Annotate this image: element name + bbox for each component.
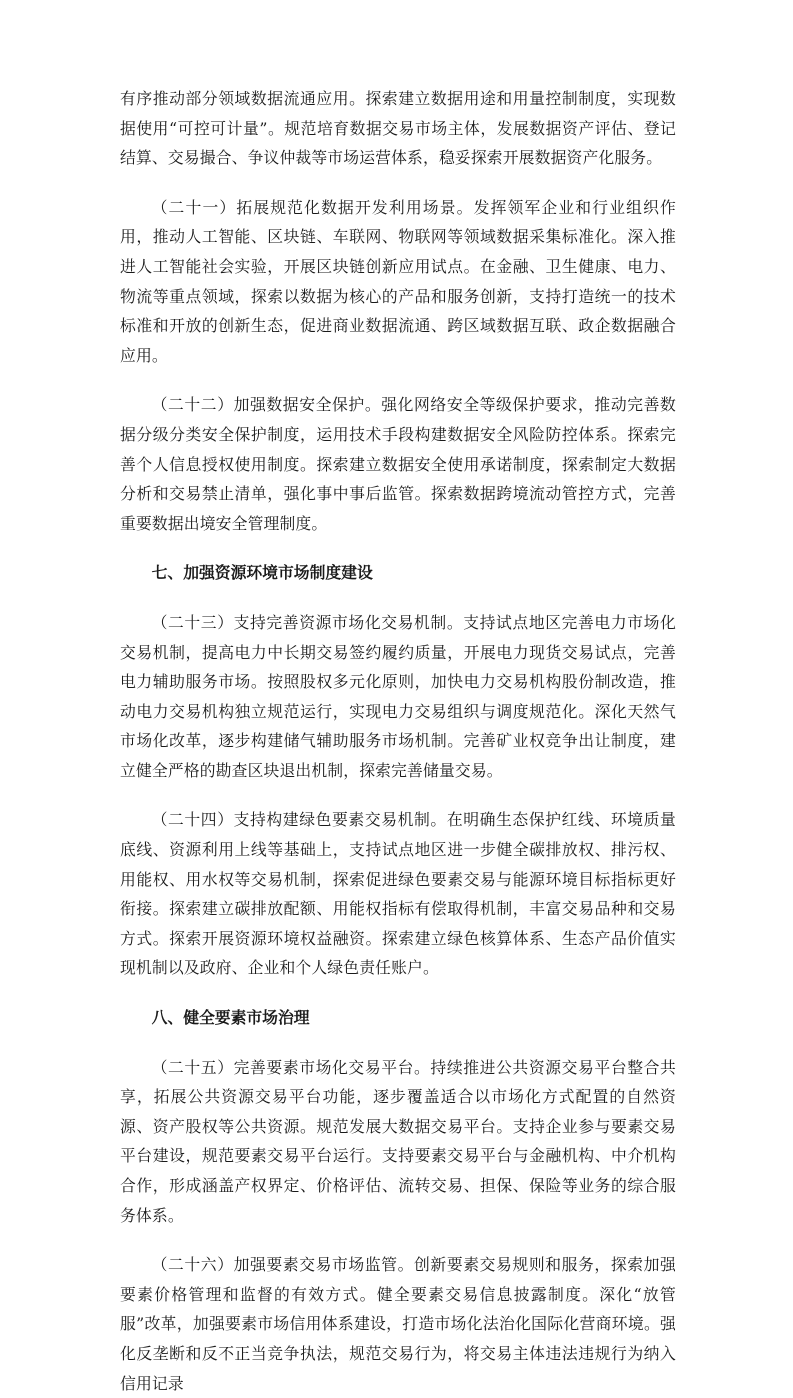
document-page xyxy=(120,84,676,1398)
body-paragraph: 有序推动部分领域数据流通应用。探索建立数据用途和用量控制制度，实现数据使用“可控可计量”。规范培育数据交易市场主体，发展数据资产评估、登记结算、交易撮合、争议仲裁等市场运营体系，稳妥探索开展数据资产化服务。 xyxy=(120,89,676,168)
body-paragraph: （二十二）加强数据安全保护。强化网络安全等级保护要求，推动完善数据分级分类安全保护制度，运用技术手段构建数据安全风险防控体系。探索完善个人信息授权使用制度。探索建立数据安全使用承诺制度，探索制定大数据分析和交易禁止清单，强化事中事后监管。探索数据跨境流动管控方式，完善重要数据出境安全管理制度。 xyxy=(120,395,676,533)
section-heading: 七、加强资源环境市场制度建设 xyxy=(151,563,373,583)
body-paragraph: （二十六）加强要素交易市场监管。创新要素交易规则和服务，探索加强要素价格管理和监督的有效方式。健全要素交易信息披露制度。深化“放管服”改革，加强要素市场信用体系建设，打造市场化法治化国际化营商环境。强化反垄断和反不正当竞争执法，规范交易行为，将交易主体违法违规行为纳入信用记录 xyxy=(120,1255,676,1393)
body-paragraph: （二十三）支持完善资源市场化交易机制。支持试点地区完善电力市场化交易机制，提高电力中长期交易签约履约质量，开展电力现货交易试点，完善电力辅助服务市场。按照股权多元化原则，加快电力交易机构股份制改造，推动电力交易机构独立规范运行，实现电力交易组织与调度规范化。深化天然气市场化改革，逐步构建储气辅助服务市场机制。完善矿业权竞争出让制度，建立健全严格的勘查区块退出机制，探索完善储量交易。 xyxy=(120,612,676,780)
body-paragraph: （二十五）完善要素市场化交易平台。持续推进公共资源交易平台整合共享，拓展公共资源交易平台功能，逐步覆盖适合以市场化方式配置的自然资源、资产股权等公共资源。规范发展大数据交易平台。支持企业参与要素交易平台建设，规范要素交易平台运行。支持要素交易平台与金融机构、中介机构合作，形成涵盖产权界定、价格评估、流转交易、担保、保险等业务的综合服务体系。 xyxy=(120,1057,676,1225)
body-paragraph: （二十四）支持构建绿色要素交易机制。在明确生态保护红线、环境质量底线、资源利用上线等基础上，支持试点地区进一步健全碳排放权、排污权、用能权、用水权等交易机制，探索促进绿色要素交易与能源环境目标指标更好衔接。探索建立碳排放配额、用能权指标有偿取得机制，丰富交易品种和交易方式。探索开展资源环境权益融资。探索建立绿色核算体系、生态产品价值实现机制以及政府、企业和个人绿色责任账户。 xyxy=(120,810,676,978)
section-heading: 八、健全要素市场治理 xyxy=(151,1008,310,1028)
body-paragraph: （二十一）拓展规范化数据开发利用场景。发挥领军企业和行业组织作用，推动人工智能、区块链、车联网、物联网等领域数据采集标准化。深入推进人工智能社会实验，开展区块链创新应用试点。在金融、卫生健康、电力、物流等重点领域，探索以数据为核心的产品和服务创新，支持打造统一的技术标准和开放的创新生态，促进商业数据流通、跨区域数据互联、政企数据融合应用。 xyxy=(120,197,676,365)
